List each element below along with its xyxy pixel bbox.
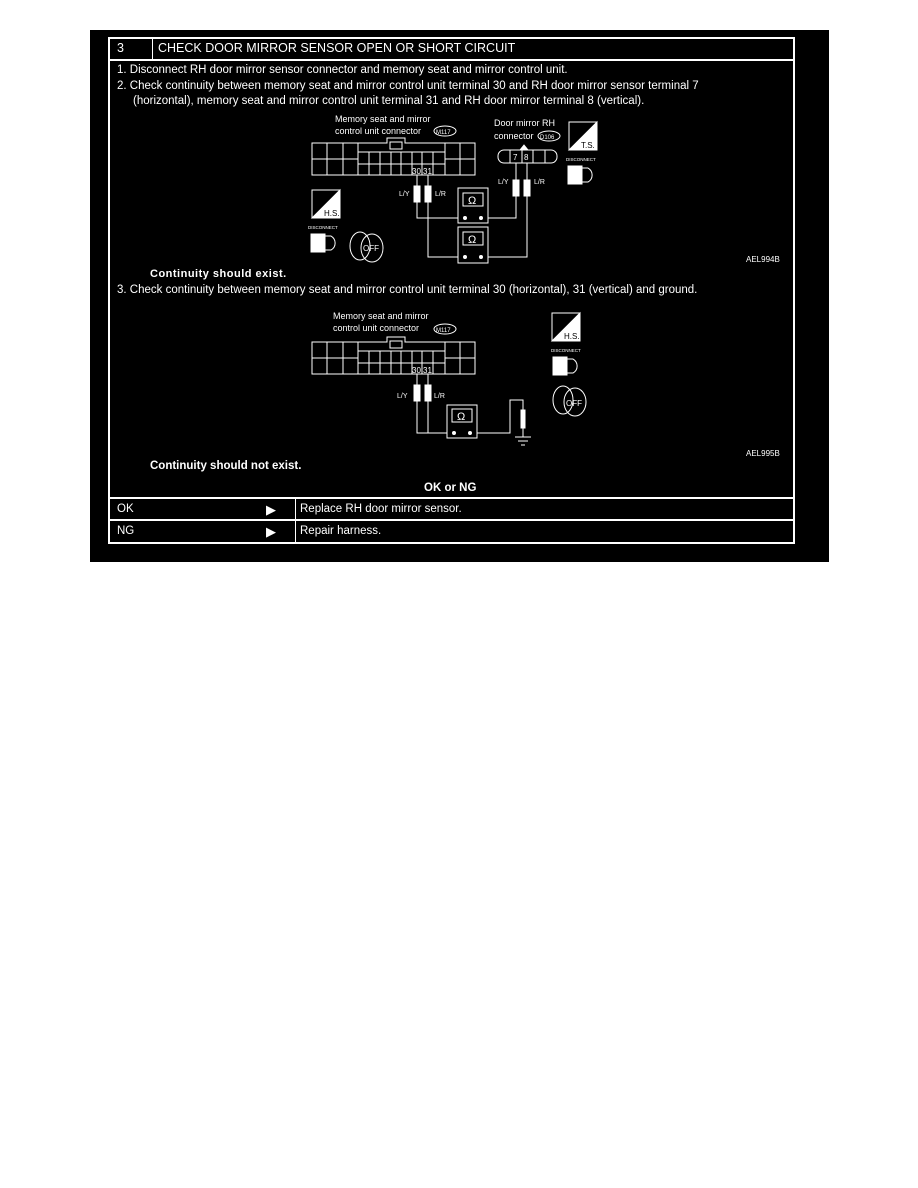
step-title: CHECK DOOR MIRROR SENSOR OPEN OR SHORT CIRCUIT [158, 41, 516, 55]
unit-connector-id: M117 [436, 130, 451, 136]
disconnect-label: DISCONNECT [566, 157, 596, 162]
arrow-right-icon: ▶ [266, 524, 276, 539]
unit-connector-id: M117 [436, 328, 451, 334]
arrow-right-icon: ▶ [266, 502, 276, 517]
ohm-symbol: Ω [468, 195, 477, 207]
wire-lr: L/R [534, 179, 545, 186]
result-1: Continuity should exist. [150, 268, 287, 280]
terminal-8: 8 [524, 153, 529, 162]
ok-label: OK [117, 503, 134, 515]
disconnect-label: DISCONNECT [551, 348, 581, 353]
figure-id: AEL994B [746, 255, 780, 264]
unit-label-1: Memory seat and mirror [333, 311, 429, 321]
wire-ly: L/Y [498, 179, 509, 186]
door-connector-id: D106 [540, 135, 555, 141]
unit-label-1: Memory seat and mirror [335, 114, 431, 124]
terminal-31: 31 [423, 366, 432, 375]
step-number: 3 [117, 41, 124, 55]
terminal-7: 7 [513, 153, 518, 162]
hs-label: H.S. [564, 332, 580, 341]
off-label: OFF [566, 399, 582, 408]
ohm-symbol: Ω [468, 234, 477, 246]
unit-label-2: control unit connector [335, 126, 422, 136]
wire-lr: L/R [434, 393, 445, 400]
instruction-2-cont: (horizontal), memory seat and mirror control unit terminal 31 and RH door mirror terminal 8 (vertical). [133, 95, 645, 107]
wire-ly: L/Y [399, 191, 410, 198]
ng-label: NG [117, 525, 135, 537]
figure-id: AEL995B [746, 449, 780, 458]
ohm-symbol: Ω [457, 411, 466, 423]
ng-action: Repair harness. [300, 525, 382, 537]
off-label: OFF [363, 244, 379, 253]
disconnect-icon [553, 357, 577, 375]
door-label-1: Door mirror RH [494, 118, 556, 128]
instruction-1: 1. Disconnect RH door mirror sensor connector and memory seat and mirror control unit. [117, 64, 568, 76]
wire-ly: L/Y [397, 393, 408, 400]
instruction-3: 3. Check continuity between memory seat and mirror control unit terminal 30 (horizontal), 31 (vertical) and ground. [117, 284, 698, 296]
ts-label: T.S. [581, 141, 595, 150]
wire-lr: L/R [435, 191, 446, 198]
instruction-2: 2. Check continuity between memory seat and mirror control unit terminal 30 and RH door mirror sensor terminal 7 [117, 80, 699, 92]
terminal-31: 31 [423, 167, 432, 176]
ok-action: Replace RH door mirror sensor. [300, 503, 462, 515]
disconnect-icon [311, 234, 335, 252]
terminal-30: 30 [412, 366, 421, 375]
decision-label: OK or NG [424, 482, 477, 494]
unit-label-2: control unit connector [333, 323, 420, 333]
door-label-2: connector [494, 131, 534, 141]
disconnect-label: DISCONNECT [308, 225, 338, 230]
hs-label: H.S. [324, 209, 340, 218]
disconnect-icon [568, 166, 592, 184]
result-2: Continuity should not exist. [150, 460, 302, 472]
terminal-30: 30 [412, 167, 421, 176]
